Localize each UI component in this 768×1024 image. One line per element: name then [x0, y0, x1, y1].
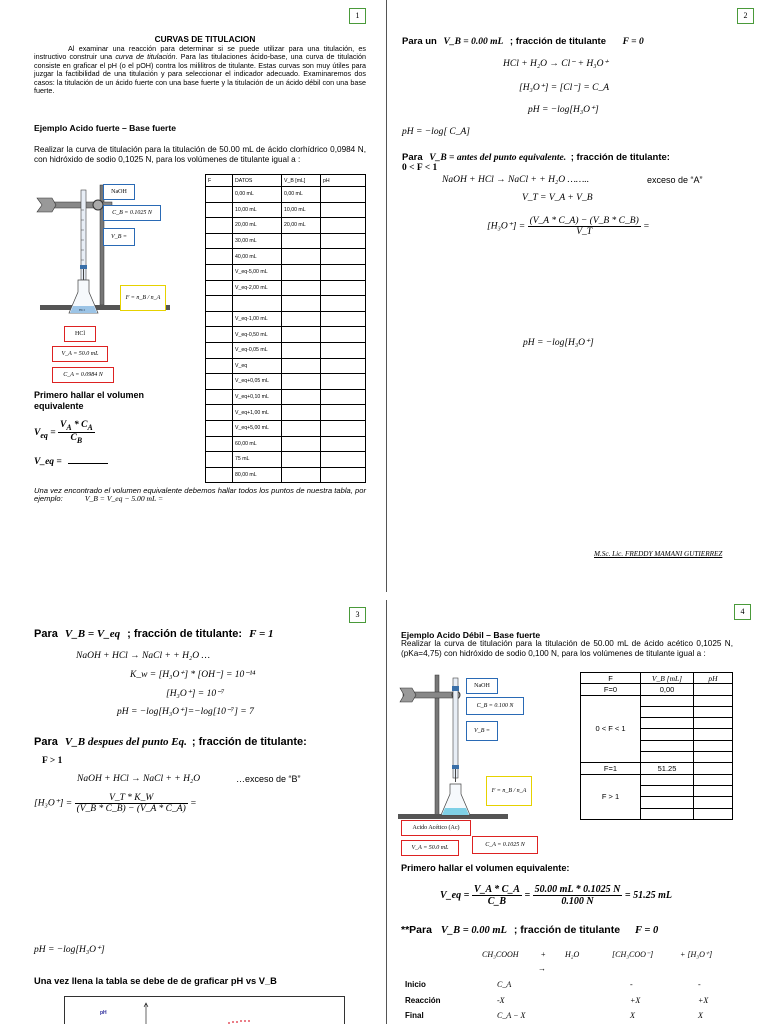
table-row [206, 202, 366, 218]
example-text: Realizar la curva de titulación para la titulación de 50.00 mL de ácido acético 0,1025 N, (pKa=4,75) con hidróxido de sodio 0,100 N, para los volúmenes de titulante igual a : [401, 639, 733, 658]
example-heading: Ejemplo Acido fuerte – Base fuerte [34, 123, 176, 133]
equation-h3o-excess-acid: [H₃O⁺] = $\frac{(V\_A * C\_A) - (V\_B * C\_B)}{V\_T}$ = [487, 216, 650, 237]
table-cell: 51.25 [641, 763, 694, 774]
table-cell: 10,00 mL [282, 202, 321, 218]
vb-label: V_B = [466, 721, 498, 741]
table-cell [321, 187, 366, 203]
table-cell [206, 187, 233, 203]
section-heading-at-eq: Para V_B = V_eq ; fracción de titulante: F = 1 [34, 628, 274, 640]
table-cell [282, 436, 321, 452]
page-divider-bottom [386, 600, 387, 1024]
veq-formula: $V_{eq}$ = $\frac{V_A * C_A}{C_B}$ [34, 420, 93, 445]
table-cell: V_eq-0,05 mL [233, 342, 282, 358]
table-cell [321, 233, 366, 249]
table-cell: V_eq+5,00 mL [233, 420, 282, 436]
table-cell: 10,00 mL [233, 202, 282, 218]
ice-row-label: Inicio [405, 980, 426, 989]
f-formula-label: F = n_B / n_A [120, 285, 166, 311]
table-cell [321, 311, 366, 327]
table-cell [282, 342, 321, 358]
table-cell [206, 249, 233, 265]
equation-neutralization: NaOH + HCl → NaCl + + H₂O …….. [442, 175, 590, 185]
ice-cell: X [630, 1011, 635, 1020]
table-row [206, 280, 366, 296]
table-cell: 20,00 mL [233, 218, 282, 234]
equation-h3o: [H₃O⁺] = 10⁻⁷ [166, 689, 225, 699]
table-cell [206, 264, 233, 280]
table-cell [321, 452, 366, 468]
equation-ph: pH = −log[H₃O⁺] [34, 945, 105, 955]
ice-cell: -X [497, 996, 505, 1005]
table-row [206, 342, 366, 358]
table-cell: 0,00 mL [233, 187, 282, 203]
ca-label: C_A = 0.1025 N [472, 836, 538, 854]
ice-header-water: H₂O [565, 950, 580, 959]
table-cell: V_eq-1,00 mL [233, 311, 282, 327]
ice-cell: +X [698, 996, 709, 1005]
ice-cell: - [630, 980, 633, 989]
equation-reaction: HCl + H₂O → Cl⁻ + H₃O⁺ [503, 59, 609, 69]
column-header: pH [694, 673, 733, 684]
titration-curve-graph [64, 996, 345, 1024]
page-number: 4 [734, 604, 751, 620]
table-cell: V_eq [233, 358, 282, 374]
equation-total-volume: V_T = V_A + V_B [522, 193, 593, 203]
table-cell [282, 467, 321, 483]
ice-cell: - [698, 980, 701, 989]
titration-data-table [205, 174, 366, 483]
table-cell: V_eq-2,00 mL [233, 280, 282, 296]
table-cell: 0,00 mL [282, 187, 321, 203]
va-label: V_A = 50.0 mL [52, 346, 108, 362]
table-cell [321, 389, 366, 405]
ice-cell: X [698, 1011, 703, 1020]
table-cell [282, 280, 321, 296]
table-cell: V_eq+0,05 mL [233, 374, 282, 390]
table-cell [321, 374, 366, 390]
fraction-range: F > 1 [42, 756, 63, 766]
intro-paragraph: Al examinar una reacción para determinar si se puede utilizar para una titulación, es instructivo construir una curva de titulación. Para las titulaciones ácido-base, una curva de titulación consiste en graficar el pH (o el pOH) contra los mililitros de titulante. Estas curvas son muy útiles para juzgar la factibilidad de una titulación y para seleccionar el indicador adecuado. Examinaremos dos casos: la titulación de un ácido fuerte con una base fuerte y la titulación de un ácido débil con una base fuerte. [34, 44, 367, 96]
table-cell [321, 296, 366, 312]
fraction-range: 0 < F < 1 [402, 163, 438, 173]
section-heading-f0: **Para V_B = 0.00 mL ; fracción de titulante F = 0 [401, 924, 659, 936]
table-cell [206, 389, 233, 405]
page-divider-top [386, 0, 387, 592]
table-cell [206, 202, 233, 218]
ice-arrow: → [538, 964, 546, 973]
table-header-row [206, 175, 366, 187]
table-cell: 20,00 mL [282, 218, 321, 234]
table-row [206, 187, 366, 203]
table-cell: F=0 [581, 684, 641, 695]
table-cell [321, 405, 366, 421]
equation-concentration: [H₃O⁺] = [Cl⁻] = C_A [519, 83, 610, 93]
table-cell: V_eq-0,50 mL [233, 327, 282, 343]
naoh-label: NaOH [466, 678, 498, 694]
flask-label: HCl [79, 308, 85, 312]
table-cell [282, 420, 321, 436]
table-cell: V_eq+1,00 mL [233, 405, 282, 421]
table-cell [321, 218, 366, 234]
table-row [206, 467, 366, 483]
column-header: pH [321, 175, 366, 187]
page-title: CURVAS DE TITULACION [154, 34, 256, 44]
table-cell: 40,00 mL [233, 249, 282, 265]
ice-cell: C_A [497, 980, 512, 989]
equation-ph-2: pH = −log[H₃O⁺] [523, 338, 594, 348]
naoh-label: NaOH [103, 184, 135, 200]
table-cell [282, 264, 321, 280]
section-heading-before-eq: Para V_B = antes del punto equivalente. ; fracción de titulante: [402, 152, 670, 163]
table-cell [282, 233, 321, 249]
cb-label: C_B = 0.1025 N [103, 205, 161, 221]
footer-text: Una vez encontrado el volumen equivalente debemos hallar todos los puntos de nuestra tabla, por ejemplo: V_B = V_eq − 5.00 mL = [34, 486, 366, 504]
equation-neutralization: NaOH + HCl → NaCl + + H₂O … [76, 651, 210, 661]
ice-header-plus: + [541, 950, 546, 959]
ice-row-label: Reacción [405, 996, 441, 1005]
table-cell: 60,00 mL [233, 436, 282, 452]
table-cell [321, 202, 366, 218]
table-cell: V_eq+0,10 mL [233, 389, 282, 405]
table-row [206, 233, 366, 249]
column-header: F [581, 673, 641, 684]
table-cell [206, 311, 233, 327]
equation-h3o-excess-base: [H₃O⁺] = $\frac{V\_T * K\_W}{(V\_B * C\_B) - (V\_A * C\_A)}$ = [34, 793, 197, 814]
hcl-label: HCl [64, 326, 96, 342]
graph-y-label: pH [100, 1010, 107, 1016]
ice-cell: +X [630, 996, 641, 1005]
equation-ph: pH = −log[H₃O⁺] [528, 105, 599, 115]
table-cell [321, 467, 366, 483]
table-cell [282, 389, 321, 405]
excess-a-note: exceso de “A” [647, 175, 703, 185]
table-cell [282, 311, 321, 327]
cb-label: C_B = 0.100 N [466, 697, 524, 715]
table-cell [321, 358, 366, 374]
table-header-row [581, 673, 733, 684]
page-number: 2 [737, 8, 754, 24]
graph-heading: Una vez llena la tabla se debe de de graficar pH vs V_B [34, 976, 277, 986]
equation-ph-7: pH = −log[H₃O⁺]=−log[10⁻⁷] = 7 [117, 707, 254, 717]
table-cell: 75 mL [233, 452, 282, 468]
column-header: V_B [mL] [641, 673, 694, 684]
table-row [206, 249, 366, 265]
table-cell: F > 1 [581, 774, 641, 819]
table-cell [282, 296, 321, 312]
table-cell [321, 264, 366, 280]
table-cell [206, 280, 233, 296]
table-cell: 0 < F < 1 [581, 695, 641, 763]
table-cell: F=1 [581, 763, 641, 774]
table-row [206, 327, 366, 343]
page-number: 3 [349, 607, 366, 623]
column-header: V_B [mL] [282, 175, 321, 187]
table-cell [282, 452, 321, 468]
table-cell [233, 296, 282, 312]
table-cell [321, 436, 366, 452]
section-heading-after-eq: Para V_B despues del punto Eq. ; fracción de titulante: [34, 736, 307, 748]
table-row [581, 684, 733, 695]
table-cell [321, 327, 366, 343]
table-row [206, 420, 366, 436]
table-row [206, 358, 366, 374]
table-row [206, 218, 366, 234]
vb-label: V_B = [103, 228, 135, 246]
table-cell: 80,00 mL [233, 467, 282, 483]
excess-b-note: …exceso de “B” [236, 774, 301, 784]
table-row [206, 374, 366, 390]
table-cell [282, 327, 321, 343]
section-heading-f0: Para un V_B = 0.00 mL ; fracción de titulante F = 0 [402, 36, 644, 47]
table-row [206, 389, 366, 405]
veq-blank: V_eq = [34, 457, 108, 467]
table-cell [321, 249, 366, 265]
table-cell [206, 233, 233, 249]
equation-kw: K_w = [H₃O⁺] * [OH⁻] = 10⁻¹⁴ [130, 670, 256, 680]
ice-row-label: Final [405, 1011, 424, 1020]
table-cell [206, 342, 233, 358]
example-text: Realizar la curva de titulación para la titulación de 50.00 mL de ácido clorhídrico 0,0984 N, con hidróxido de sodio 0,1025 N, para los volúmenes de titulante igual a : [34, 145, 366, 164]
table-cell [206, 374, 233, 390]
table-cell [206, 218, 233, 234]
table-cell: 30,00 mL [233, 233, 282, 249]
table-cell [321, 280, 366, 296]
table-cell [321, 420, 366, 436]
column-header: DATOS [233, 175, 282, 187]
ice-cell: C_A − X [497, 1011, 526, 1020]
table-cell [206, 358, 233, 374]
acid-label: Acido Acético (Ac) [401, 820, 471, 836]
ice-header-acid: CH₃COOH [482, 950, 519, 959]
table-cell [282, 405, 321, 421]
equation-ph-ca: pH = −log[ C_A] [402, 127, 470, 137]
table-row [206, 296, 366, 312]
table-cell [282, 249, 321, 265]
column-header: F [206, 175, 233, 187]
ice-header-hydronium: + [H₃O⁺] [680, 950, 713, 959]
weak-acid-data-table [580, 672, 733, 820]
author-signature: M.Sc. Lic. FREDDY MAMANI GUTIERREZ [594, 550, 723, 558]
page-number: 1 [349, 8, 366, 24]
f-formula-label: F = n_B / n_A [486, 776, 532, 806]
table-row [206, 436, 366, 452]
table-row [581, 695, 733, 706]
table-row [206, 264, 366, 280]
table-row [206, 311, 366, 327]
table-cell [282, 374, 321, 390]
equation-neutralization-2: NaOH + HCl → NaCl + + H₂O [77, 774, 201, 784]
table-cell [206, 420, 233, 436]
va-label: V_A = 50.0 mL [401, 840, 459, 856]
veq-calculation: V_eq = $\frac{V\_A * C\_A}{C\_B}$ = $\frac{50.00 mL * 0.1025 N}{0.100 N}$ = 51.25 mL [440, 884, 672, 907]
table-cell [206, 296, 233, 312]
table-cell: 0,00 [641, 684, 694, 695]
veq-heading: Primero hallar el volumen equivalente: [401, 863, 570, 873]
ca-label: C_A = 0.0984 N [52, 367, 114, 383]
table-cell: V_eq-5,00 mL [233, 264, 282, 280]
ice-header-acetate: [CH₃COO⁻] [612, 950, 654, 959]
table-cell [206, 327, 233, 343]
table-row [206, 405, 366, 421]
table-cell [321, 342, 366, 358]
table-cell [282, 358, 321, 374]
table-cell [206, 436, 233, 452]
table-row [581, 774, 733, 785]
table-cell [206, 467, 233, 483]
table-cell [206, 405, 233, 421]
veq-heading: Primero hallar el volumen equivalente [34, 390, 145, 411]
table-row [581, 763, 733, 774]
example-heading: Ejemplo Acido Débil – Base fuerte [401, 630, 541, 640]
table-row [206, 452, 366, 468]
table-cell [206, 452, 233, 468]
